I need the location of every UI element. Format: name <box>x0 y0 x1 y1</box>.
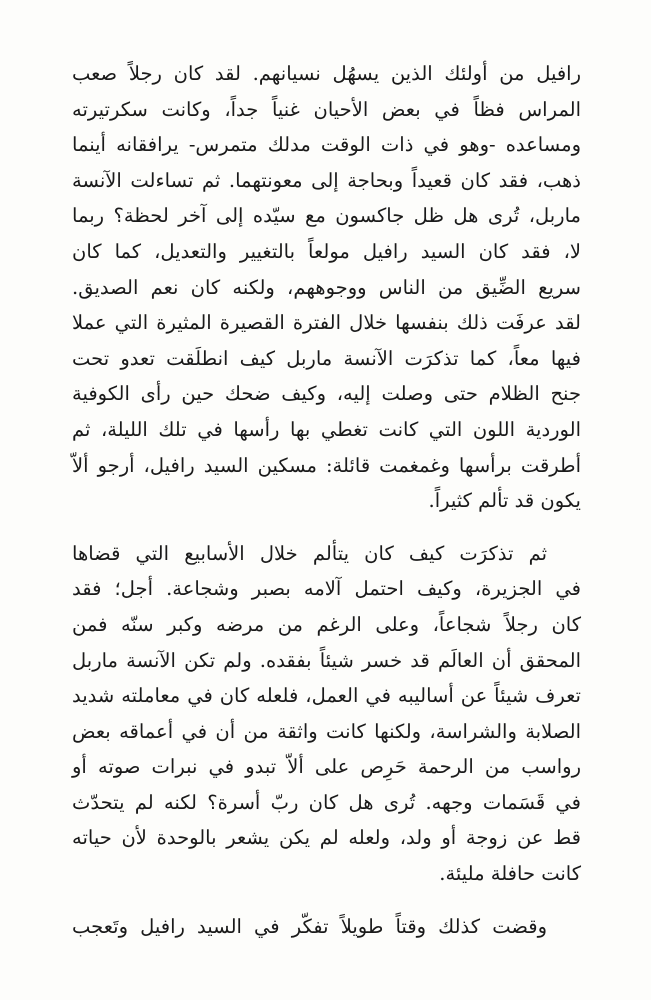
text-line: الوردية اللون التي كانت تغطي بها رأسها في تلك الليلة، ثم <box>72 417 581 441</box>
text-line: المحقق أن العالَم قد خسر شيئاً بفقده. ولم تكن الآنسة ماربل <box>72 648 581 672</box>
text-line: وقضت كذلك وقتاً طويلاً تفكّر في السيد رافيل وتَعجب <box>72 914 547 938</box>
text-line: رافيل من أولئك الذين يسهُل نسيانهم. لقد كان رجلاً صعب <box>72 62 582 85</box>
text-line: فيها معاً، كما تذكرَت الآنسة ماربل كيف انطلَقت تعدو تحت <box>72 346 581 370</box>
paragraph-3 <box>72 909 581 945</box>
text-line: أطرقت برأسها وغمغمت قائلة: مسكين السيد رافيل، أرجو ألاّ <box>72 453 581 477</box>
text-line: ثم تذكرَت كيف كان يتألم خلال الأسابيع التي قضاها <box>72 541 547 565</box>
paragraph-2 <box>72 536 581 892</box>
text-line: كان رجلاً شجاعاً، وعلى الرغم من مرضه وكبر سنّه فمن <box>72 612 581 636</box>
text-line: ذهب، فقد كان قعيداً وبحاجة إلى معونتهما. ثم تساءلت الآنسة <box>72 168 581 192</box>
text-line: في قَسَمات وجهه. تُرى هل كان ربّ أسرة؟ لكنه لم يتحدّث <box>72 790 581 814</box>
text-line: ماربل، تُرى هل ظل جاكسون مع سيّده إلى آخر لحظة؟ ربما <box>72 204 581 228</box>
body-text <box>72 56 581 944</box>
text-line: كانت حافلة مليئة. <box>439 862 581 886</box>
text-line: الصلابة والشراسة، ولكنها كانت واثقة من أن في أعماقه بعض <box>72 719 581 743</box>
text-line: لقد عرفَت ذلك بنفسها خلال الفترة القصيرة المثيرة التي عملا <box>72 311 581 335</box>
text-line: قط عن زوجة أو ولد، ولعله لم يكن يشعر بالوحدة لأن حياته <box>72 826 581 850</box>
text-line: سريع الضِّيق من الناس ووجوههم، ولكنه كان نعم الصديق. <box>72 275 581 299</box>
text-line: لا، فقد كان السيد رافيل مولعاً بالتغيير والتعديل، كما كان <box>72 239 581 263</box>
text-line: في الجزيرة، وكيف احتمل آلامه بصبر وشجاعة. أجل؛ فقد <box>72 577 581 601</box>
text-line: ومساعده -وهو في ذات الوقت مدلك متمرس- يرافقانه أينما <box>72 133 581 157</box>
text-line: تعرف شيئاً عن أساليبه في العمل، فلعله كان في معاملته شديد <box>72 684 581 708</box>
text-line: رواسب من الرحمة حَرِص على ألاّ تبدو في نبرات صوته أو <box>72 755 581 779</box>
text-line: جنح الظلام حتى وصلت إليه، وكيف ضحك حين رأى الكوفية <box>72 382 581 406</box>
text-line: المراس فظاً في بعض الأحيان غنياً جداً، وكانت سكرتيرته <box>72 97 581 121</box>
text-line: يكون قد تألم كثيراً. <box>428 489 581 513</box>
paragraph-1 <box>72 56 581 519</box>
